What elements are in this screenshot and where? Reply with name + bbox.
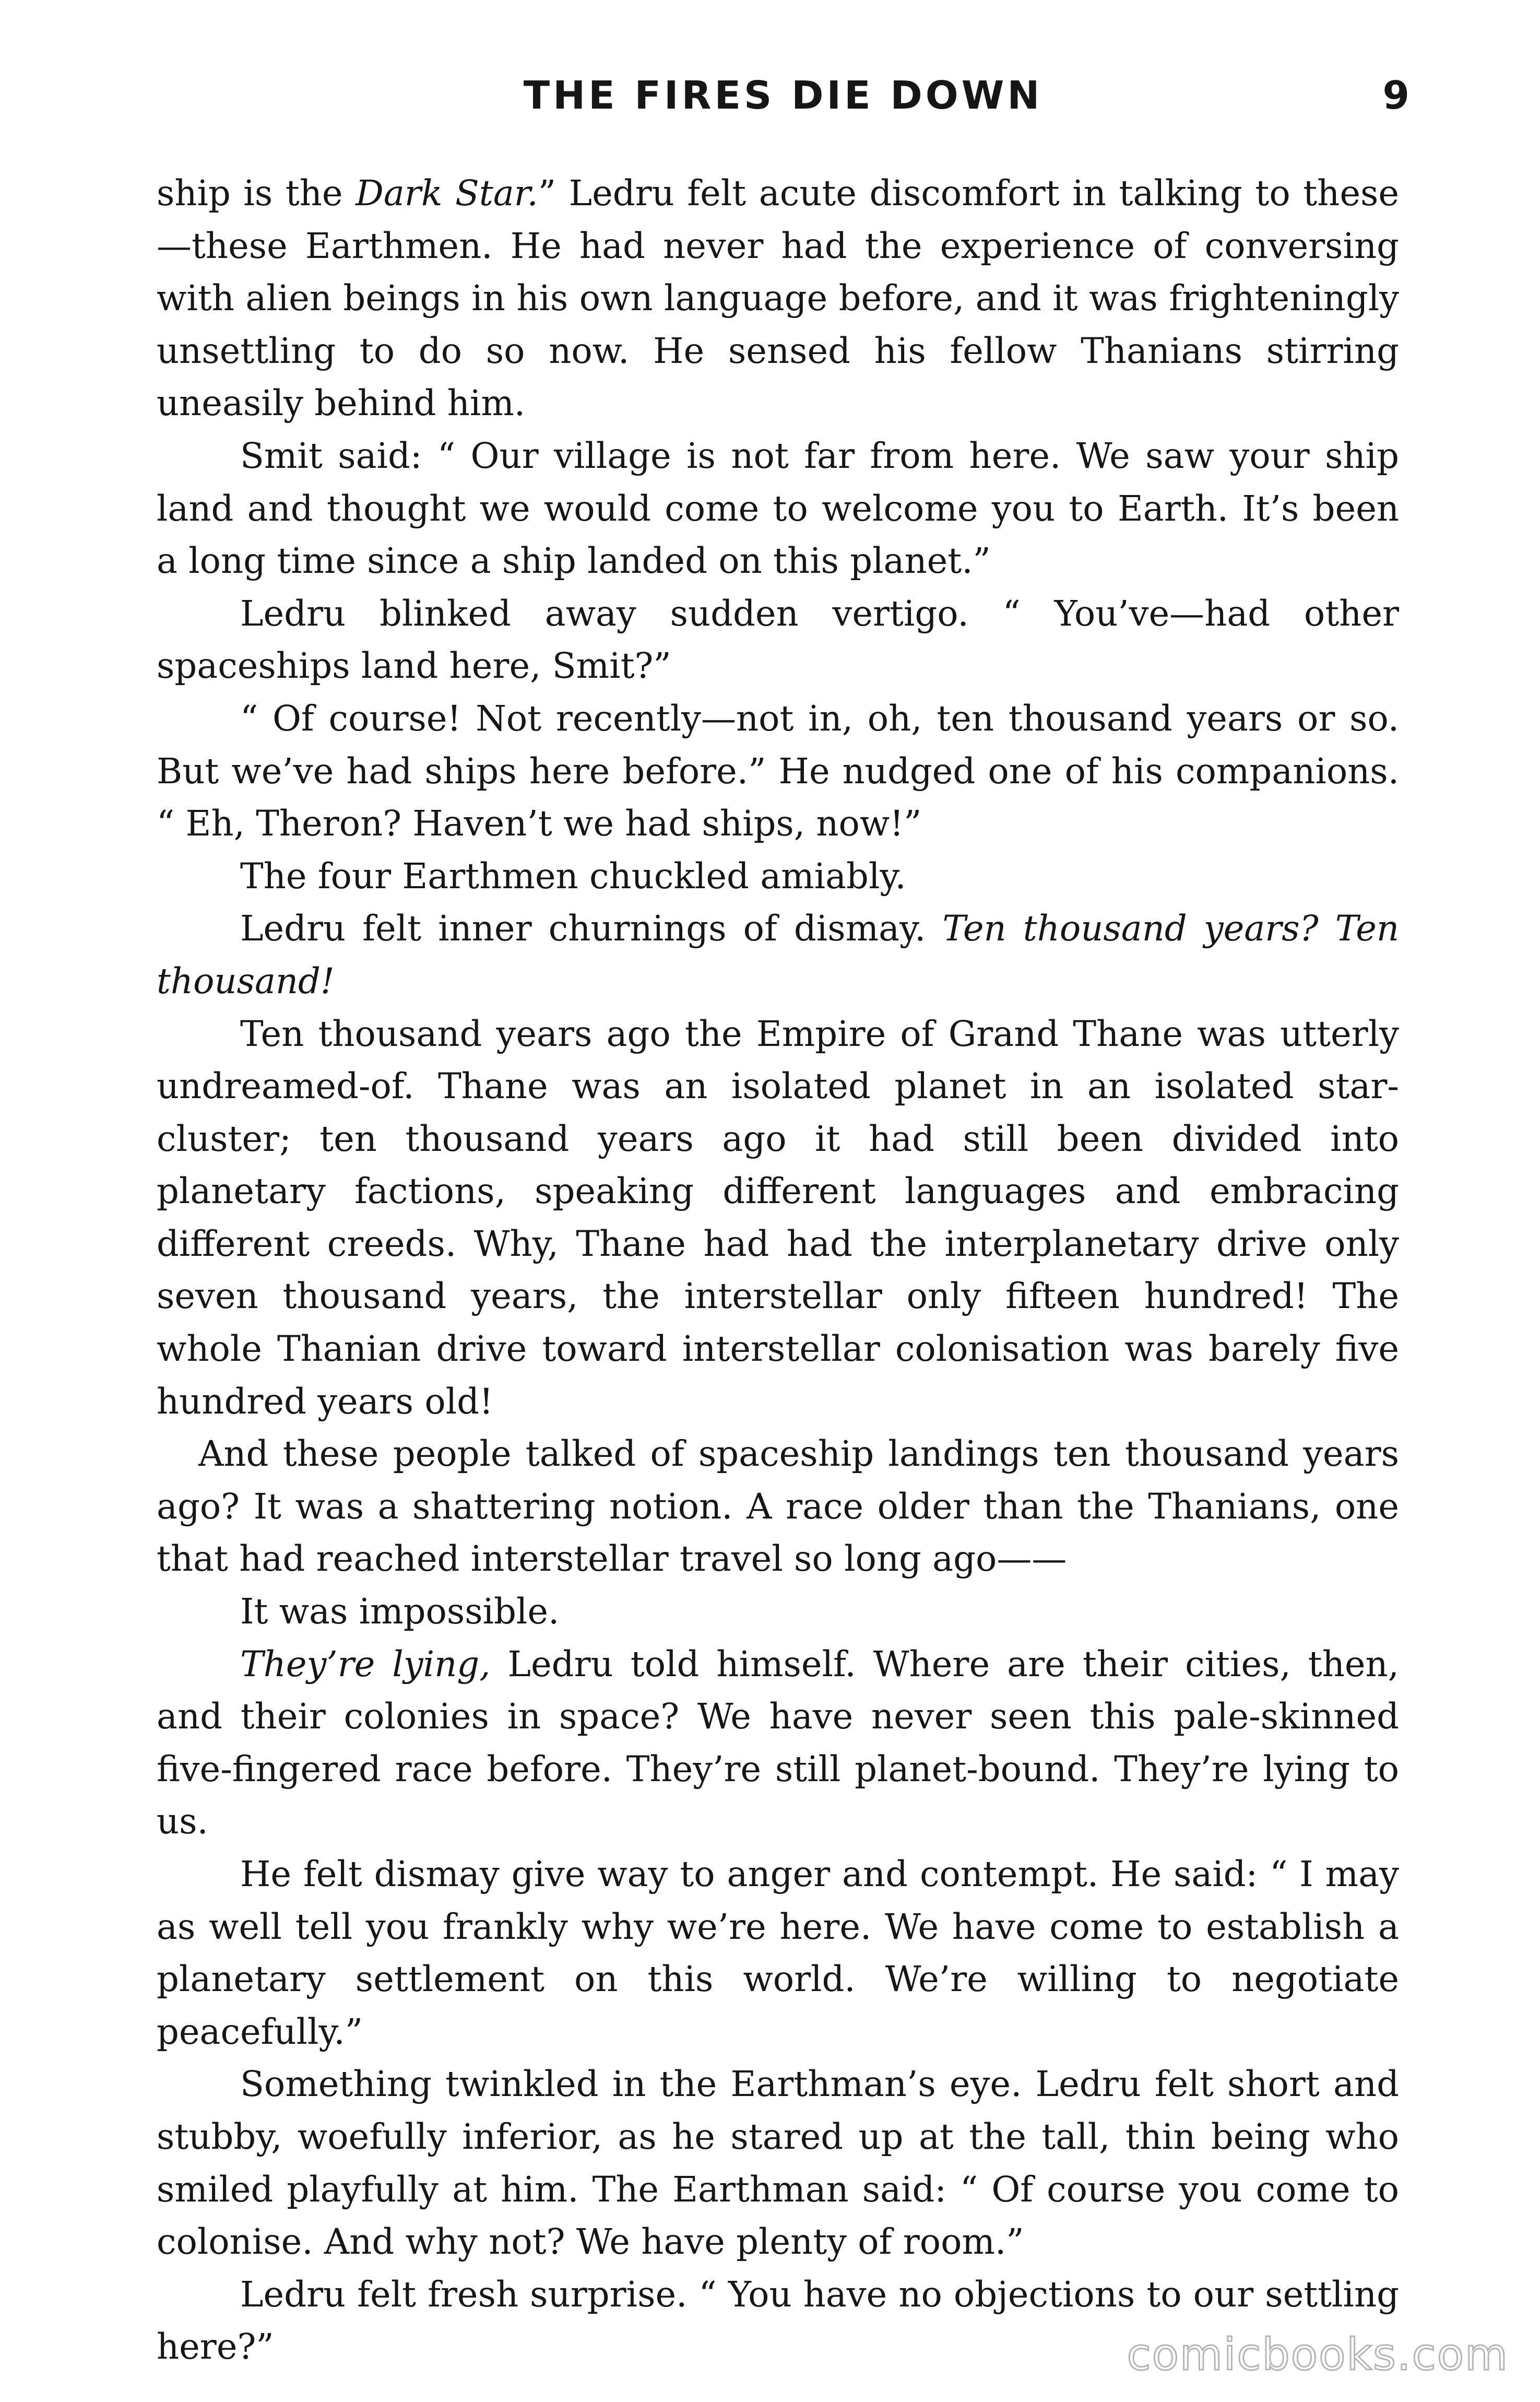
paragraph: They’re lying, Ledru told himself. Where are their cities, then, and their colonies in space? We have never seen this pale-skinned five-fingered race before. They’re still planet-bound. They’re lying to us. xyxy=(157,1643,1399,1842)
paragraph: “ Of course! Not recently—not in, oh, ten thousand years or so. But we’ve had ships here before.” He nudged one of his companions. “ Eh, Theron? Haven’t we had ships, now!” xyxy=(157,698,1399,844)
running-head xyxy=(157,67,1409,124)
paragraph: Ledru felt inner churnings of dismay. Ten thousand years? Ten thousand! xyxy=(157,908,1399,1002)
page-title: THE FIRES DIE DOWN xyxy=(523,73,1043,118)
paragraph: The four Earthmen chuckled amiably. xyxy=(240,855,906,897)
paragraph: Smit said: “ Our village is not far from here. We saw your ship land and thought we would come to welcome you to Earth. It’s been a long time since a ship landed on this planet.” xyxy=(157,435,1399,582)
paragraph: Ledru felt fresh surprise. “ You have no objections to our settling here?” xyxy=(157,2274,1399,2368)
paragraph: ship is the Dark Star.” Ledru felt acute discomfort in talking to these—these Earthmen. He had never had the experience of conversing with alien beings in his own language before, and it was frighteningly unsettling to do so now. He sensed his fellow Thanians stirring uneasily behind him. xyxy=(157,173,1400,424)
paragraph: Ledru blinked away sudden vertigo. “ You’ve—had other spaceships land here, Smit?” xyxy=(157,593,1399,687)
body-text xyxy=(157,167,1399,2373)
paragraph: It was impossible. xyxy=(240,1591,560,1632)
paragraph: And these people talked of spaceship landings ten thousand years ago? It was a shattering notion. A race older than the Thanians, one that had reached interstellar travel so long ago—— xyxy=(157,1433,1399,1580)
paragraph: Ten thousand years ago the Empire of Grand Thane was utterly undreamed-of. Thane was an isolated planet in an isolated star-cluster; ten thousand years ago it had still been divided into planetary factions, speaking different languages and embracing different creeds. Why, Thane had had the interplanetary drive only seven thousand years, the interstellar only fifteen hundred! The whole Thanian drive toward interstellar colonisation was barely five hundred years old! xyxy=(157,1013,1399,1422)
paragraph: Something twinkled in the Earthman’s eye. Ledru felt short and stubby, woefully inferior, as he stared up at the tall, thin being who smiled playfully at him. The Earthman said: “ Of course you come to colonise. And why not? We have plenty of room.” xyxy=(157,2064,1399,2263)
paragraph: He felt dismay give way to anger and contempt. He said: “ I may as well tell you frankly why we’re here. We have come to establish a planetary settlement on this world. We’re willing to negotiate peacefully.” xyxy=(157,1854,1399,2052)
watermark: comicbooks.com xyxy=(1127,2329,1509,2380)
page-number: 9 xyxy=(1382,73,1409,118)
